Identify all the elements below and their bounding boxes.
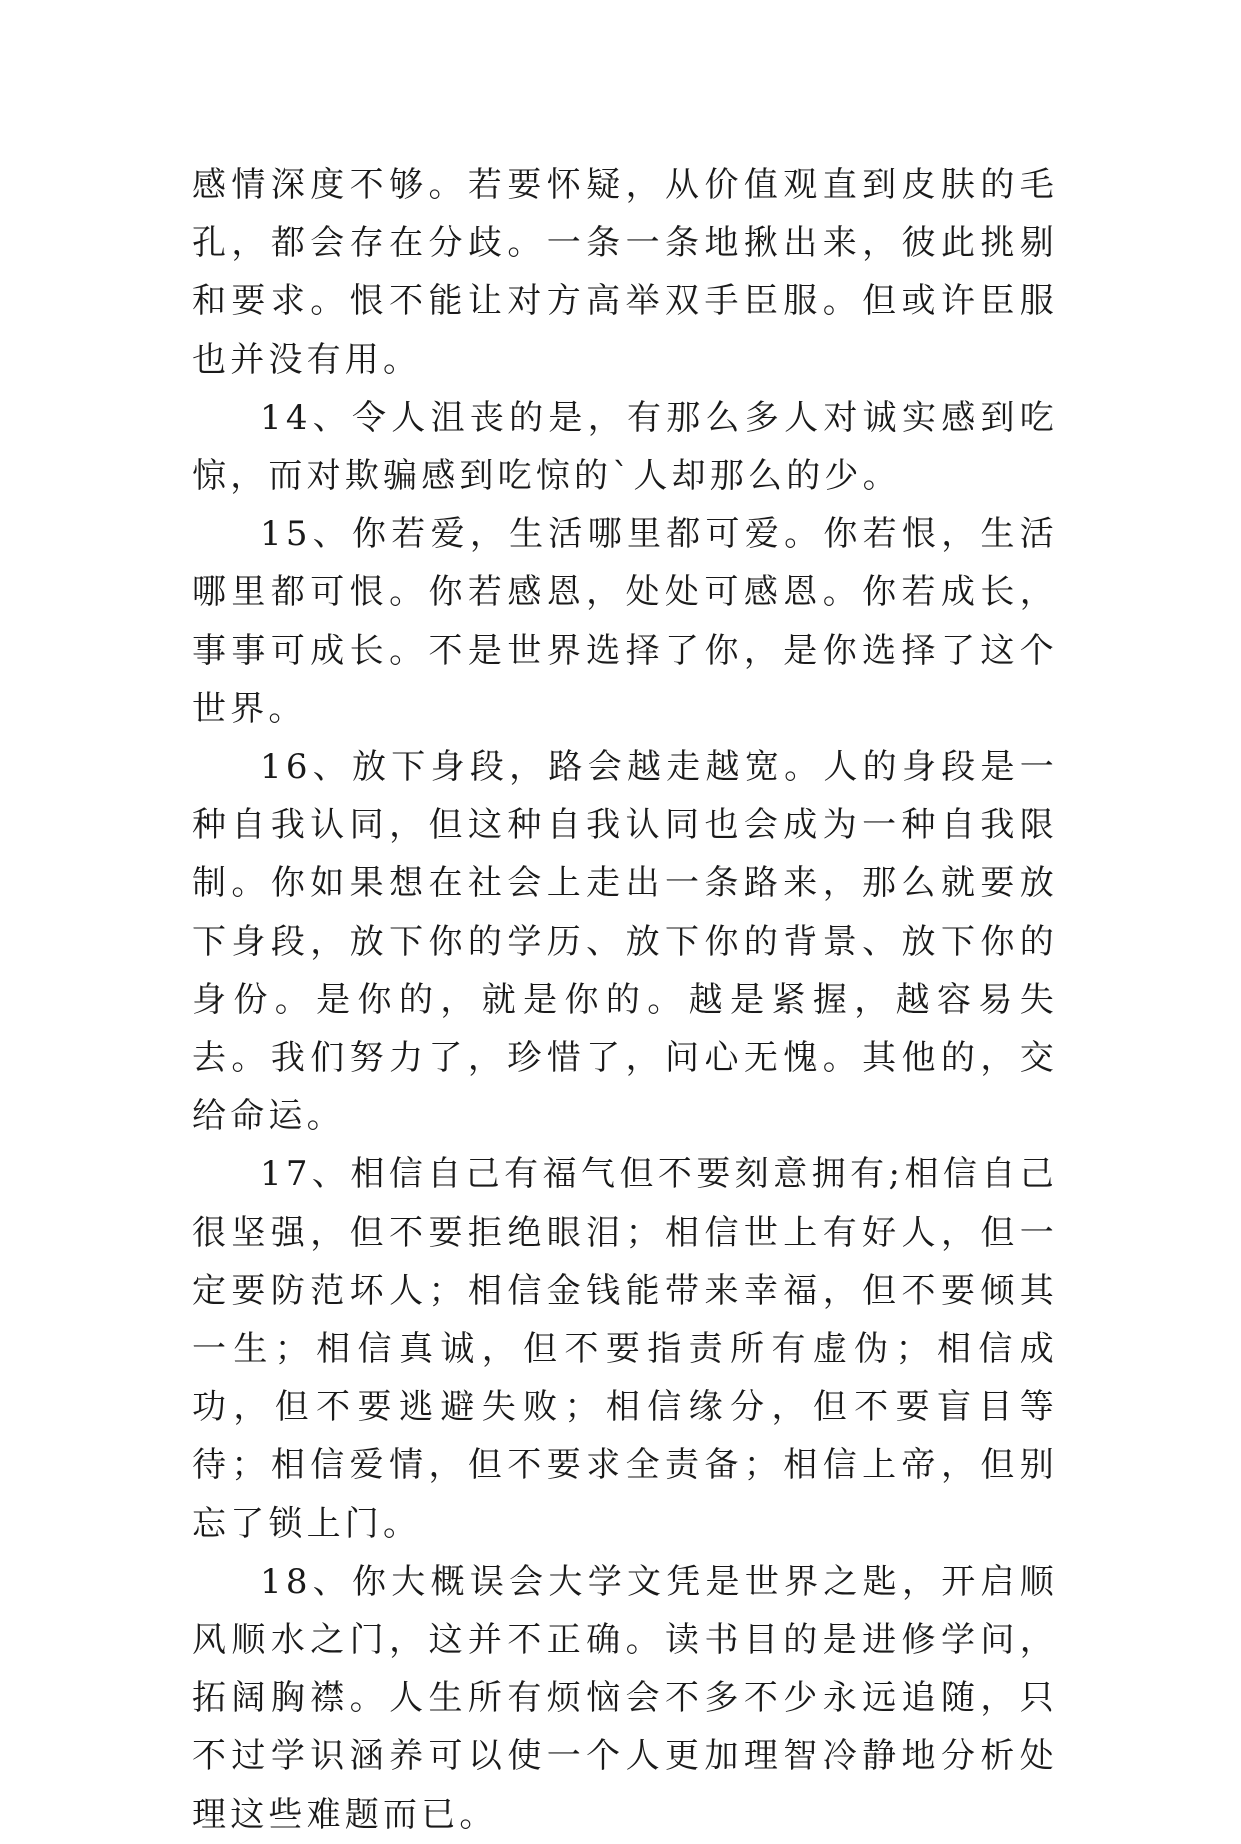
paragraph-17: 17、相信自己有福气但不要刻意拥有;相信自己很坚强，但不要拒绝眼泪；相信世上有好人，但一定要防范坏人；相信金钱能带来幸福，但不要倾其一生；相信真诚，但不要指责所有虚伪；相信成功，但不要逃避失败；相信缘分，但不要盲目等待；相信爱情，但不要求全责备；相信上帝，但别忘了锁上门。 [192, 1154, 1058, 1544]
paragraph-15: 15、你若爱，生活哪里都可爱。你若恨，生活哪里都可恨。你若感恩，处处可感恩。你若成长，事事可成长。不是世界选择了你，是你选择了这个世界。 [192, 514, 1058, 729]
document-body [192, 156, 1058, 1844]
paragraph-16: 16、放下身段，路会越走越宽。人的身段是一种自我认同，但这种自我认同也会成为一种自我限制。你如果想在社会上走出一条路来，那么就要放下身段，放下你的学历、放下你的背景、放下你的身份。是你的，就是你的。越是紧握，越容易失去。我们努力了，珍惜了，问心无愧。其他的，交给命运。 [192, 747, 1058, 1137]
paragraph-14: 14、令人沮丧的是，有那么多人对诚实感到吃惊，而对欺骗感到吃惊的`人却那么的少。 [192, 397, 1058, 497]
paragraph-18: 18、你大概误会大学文凭是世界之匙，开启顺风顺水之门，这并不正确。读书目的是进修学问，拓阔胸襟。人生所有烦恼会不多不少永远追随，只不过学识涵养可以使一个人更加理智冷静地分析处理这些难题而已。 [192, 1561, 1058, 1835]
paragraph-continuation: 感情深度不够。若要怀疑，从价值观直到皮肤的毛孔，都会存在分歧。一条一条地揪出来，彼此挑剔和要求。恨不能让对方高举双手臣服。但或许臣服也并没有用。 [192, 165, 1058, 380]
